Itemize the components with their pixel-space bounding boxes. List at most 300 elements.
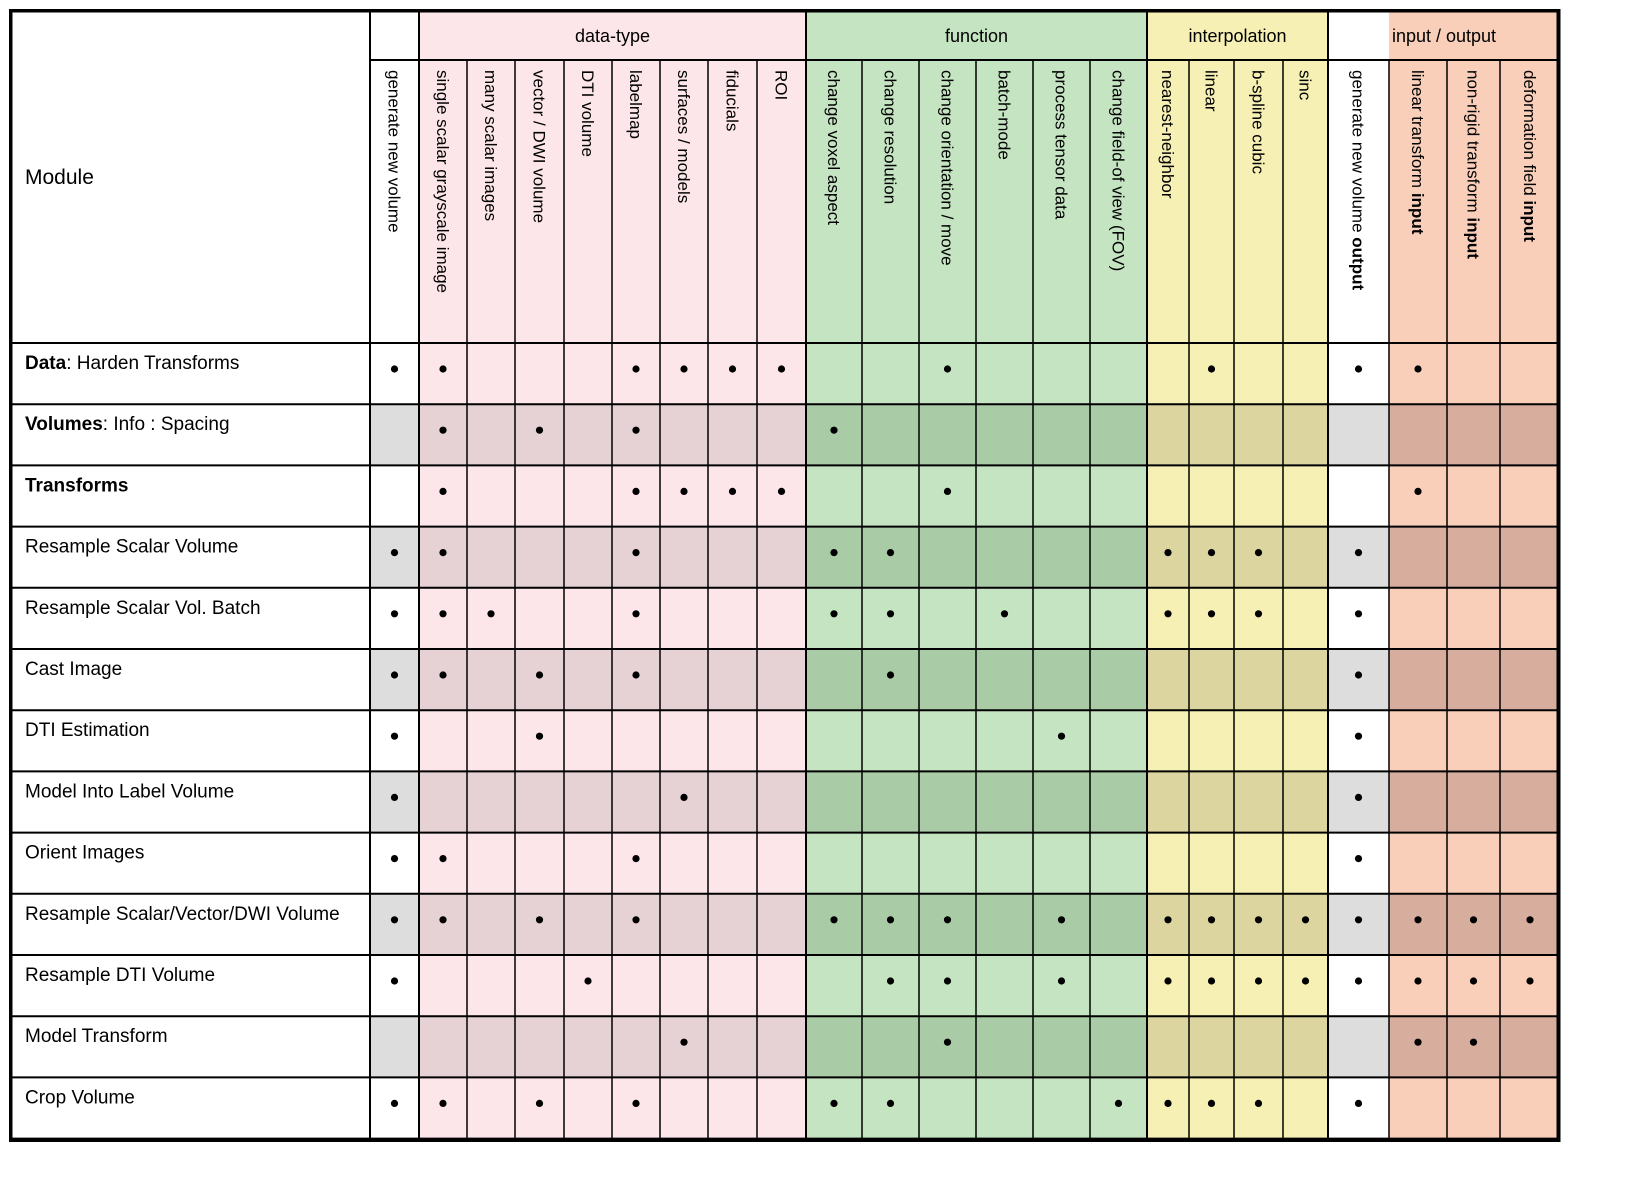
feature-dot (887, 1100, 894, 1107)
table-cell (419, 710, 467, 771)
table-cell (515, 343, 564, 404)
module-name-part: Model Into Label Volume (25, 781, 235, 803)
group-header-dtype: data-type (574, 26, 651, 46)
table-cell (976, 710, 1033, 771)
table-cell (612, 649, 660, 710)
table-cell (564, 404, 612, 465)
table-cell (806, 404, 862, 465)
table-cell (564, 771, 612, 832)
module-name (25, 1087, 135, 1108)
table-cell (757, 1077, 806, 1138)
table-cell (1234, 1016, 1283, 1077)
table-cell (757, 404, 806, 465)
module-name (25, 598, 261, 619)
feature-dot (439, 1100, 446, 1107)
column-header-label (626, 70, 645, 139)
feature-dot (1208, 610, 1215, 617)
column-header-label (1202, 70, 1221, 112)
table-cell (419, 649, 467, 710)
feature-dot (391, 794, 398, 801)
table-cell (1147, 404, 1189, 465)
table-cell (564, 710, 612, 771)
table-cell (1447, 1077, 1500, 1138)
table-cell (1389, 404, 1447, 465)
table-cell (806, 588, 862, 649)
table-cell (1389, 894, 1447, 955)
feature-dot (1001, 610, 1008, 617)
table-cell (515, 771, 564, 832)
table-cell (976, 894, 1033, 955)
table-cell (1234, 1077, 1283, 1138)
table-cell (976, 404, 1033, 465)
table-cell (1389, 1016, 1447, 1077)
table-cell (806, 343, 862, 404)
table-cell (1447, 404, 1500, 465)
feature-dot (1164, 977, 1171, 984)
table-cell (1033, 955, 1090, 1016)
table-cell (1189, 833, 1234, 894)
feature-dot (439, 365, 446, 372)
table-cell (976, 1077, 1033, 1138)
column-header-label-part: labelmap (626, 70, 645, 139)
table-cell (1447, 465, 1500, 526)
table-cell (612, 894, 660, 955)
column-header-label-part: fiducials (722, 70, 742, 132)
module-name (25, 965, 215, 986)
module-name-part: DTI Estimation (25, 720, 150, 742)
column-header-label (1464, 70, 1483, 259)
table-cell (467, 955, 515, 1016)
table-cell (564, 1016, 612, 1077)
column-header-label (481, 70, 500, 221)
feature-dot (1355, 610, 1362, 617)
feature-dot (1164, 549, 1171, 556)
table-cell (1090, 404, 1147, 465)
table-cell (1234, 588, 1283, 649)
table-cell (757, 465, 806, 526)
table-cell (919, 404, 976, 465)
column-header-label (1520, 70, 1539, 242)
table-cell (757, 833, 806, 894)
table-cell (1328, 649, 1389, 710)
table-cell (1147, 465, 1189, 526)
table-cell (708, 1016, 757, 1077)
feature-dot (1255, 1100, 1262, 1107)
column-header-label (1296, 70, 1315, 101)
feature-dot (1526, 916, 1533, 923)
table-cell (1189, 649, 1234, 710)
table-cell (1447, 588, 1500, 649)
module-name-part: Resample Scalar Vol. Batch (25, 597, 261, 619)
feature-dot (1302, 916, 1309, 923)
table-cell (1283, 465, 1328, 526)
table-cell (467, 771, 515, 832)
table-cell (1234, 527, 1283, 588)
table-cell (862, 527, 919, 588)
feature-dot (887, 549, 894, 556)
table-cell (708, 894, 757, 955)
feature-dot (632, 365, 639, 372)
table-cell (419, 343, 467, 404)
column-header-label (1249, 70, 1268, 174)
table-cell (976, 771, 1033, 832)
feature-dot (944, 916, 951, 923)
table-cell (1090, 771, 1147, 832)
table-cell (1234, 710, 1283, 771)
table-cell (708, 1077, 757, 1138)
table-cell (612, 588, 660, 649)
feature-dot (536, 733, 543, 740)
feature-dot (944, 365, 951, 372)
feature-dot (439, 610, 446, 617)
feature-dot (439, 488, 446, 495)
column-header-cell (1189, 12, 1234, 343)
feature-dot (680, 794, 687, 801)
module-name (25, 537, 238, 558)
table-cell (1283, 771, 1328, 832)
column-header-label-part: change orientation / move (937, 70, 957, 266)
column-header-label-part: process tensor data (1051, 70, 1071, 220)
module-name-part: Resample Scalar Volume (25, 536, 239, 558)
module-name (25, 414, 230, 435)
column-header-label (1109, 70, 1128, 271)
table-cell (370, 404, 419, 465)
table-cell (612, 771, 660, 832)
feature-dot (887, 610, 894, 617)
module-name-part: Cast Image (25, 659, 123, 680)
table-cell (862, 465, 919, 526)
column-header-label-part: surfaces / models (674, 70, 693, 204)
column-header-cell (976, 12, 1033, 343)
table-cell (660, 710, 708, 771)
column-header-label (723, 70, 742, 131)
column-header-label-part: nearest-neighbor (1158, 70, 1177, 199)
table-cell (1033, 1077, 1090, 1138)
table-cell (1033, 771, 1090, 832)
table-cell (862, 588, 919, 649)
table-cell (1500, 588, 1560, 649)
table-cell (370, 343, 419, 404)
feature-dot (1164, 1100, 1171, 1107)
table-cell (370, 1077, 419, 1138)
table-cell (806, 771, 862, 832)
table-cell (862, 771, 919, 832)
table-cell (1147, 1077, 1189, 1138)
feature-dot (830, 610, 837, 617)
column-header-label (938, 70, 957, 266)
column-header-label-part: single scalar grayscale image (433, 70, 452, 293)
column-header-label-part: input (1463, 217, 1483, 259)
column-header-label (578, 70, 597, 157)
feature-dot (1470, 1039, 1477, 1046)
module-name-part: Resample Scalar/Vector/DWI Volume (25, 903, 340, 925)
table-cell (806, 1077, 862, 1138)
table-cell (612, 1016, 660, 1077)
table-cell (612, 343, 660, 404)
column-header-label (1349, 70, 1368, 290)
feature-dot (1355, 733, 1362, 740)
module-name-part: : Harden Transforms (66, 353, 240, 374)
table-cell (1283, 404, 1328, 465)
table-cell (1447, 894, 1500, 955)
module-feature-matrix (9, 9, 1609, 1187)
feature-dot (391, 916, 398, 923)
column-header-label (1052, 70, 1071, 220)
table-cell (862, 1077, 919, 1138)
table-cell (757, 588, 806, 649)
table-cell (612, 404, 660, 465)
table-cell (370, 649, 419, 710)
column-header-label-part: change voxel aspect (824, 70, 843, 225)
feature-dot (1414, 977, 1421, 984)
table-cell (1189, 771, 1234, 832)
table-cell (976, 527, 1033, 588)
table-cell (1447, 833, 1500, 894)
feature-dot (729, 365, 736, 372)
table-cell (1389, 465, 1447, 526)
table-cell (1283, 649, 1328, 710)
column-header-label-part: deformation field (1520, 70, 1539, 201)
table-cell (1147, 1016, 1189, 1077)
table-cell (806, 955, 862, 1016)
feature-dot (391, 610, 398, 617)
feature-dot (1255, 977, 1262, 984)
feature-dot (1414, 1039, 1421, 1046)
table-cell (806, 833, 862, 894)
table-cell (806, 527, 862, 588)
table-cell (862, 343, 919, 404)
feature-dot (830, 427, 837, 434)
table-cell (1147, 343, 1189, 404)
table-cell (1090, 955, 1147, 1016)
table-cell (564, 465, 612, 526)
table-cell (370, 465, 419, 526)
table-cell (419, 527, 467, 588)
table-cell (862, 404, 919, 465)
table-cell (1234, 343, 1283, 404)
feature-dot (680, 488, 687, 495)
column-header-label-part: change resolution (880, 70, 900, 205)
table-cell (467, 1077, 515, 1138)
column-header-cell (564, 12, 612, 343)
table-cell (1033, 894, 1090, 955)
group-header-interp: interpolation (1188, 26, 1287, 46)
table-cell (1033, 833, 1090, 894)
table-cell (757, 1016, 806, 1077)
table-cell (1500, 465, 1560, 526)
table-cell (1090, 588, 1147, 649)
table-cell (419, 771, 467, 832)
feature-dot (439, 671, 446, 678)
column-header-cell (1283, 12, 1328, 343)
feature-dot (1208, 365, 1215, 372)
table-cell (467, 527, 515, 588)
table-cell (1328, 771, 1389, 832)
table-cell (1328, 465, 1389, 526)
table-cell (1328, 527, 1389, 588)
table-cell (1389, 710, 1447, 771)
feature-dot (391, 1100, 398, 1107)
table-cell (1090, 527, 1147, 588)
column-header-label (824, 70, 843, 225)
table-cell (1283, 1077, 1328, 1138)
table-cell (862, 894, 919, 955)
table-cell (806, 710, 862, 771)
table-cell (660, 1077, 708, 1138)
table-cell (564, 527, 612, 588)
column-header-label-part: generate new volume (384, 70, 404, 233)
column-header-label-part: linear transform (1408, 70, 1427, 193)
module-name-part: Transforms (25, 475, 129, 497)
feature-dot (680, 365, 687, 372)
table-cell (515, 649, 564, 710)
table-cell (1189, 588, 1234, 649)
table-cell (467, 343, 515, 404)
feature-dot (1526, 977, 1533, 984)
table-cell (467, 649, 515, 710)
feature-dot (830, 1100, 837, 1107)
feature-dot (944, 1039, 951, 1046)
table-cell (1389, 527, 1447, 588)
table-cell (515, 1016, 564, 1077)
table-cell (419, 404, 467, 465)
column-header-label-part: vector / DWI volume (529, 70, 549, 224)
feature-dot (439, 549, 446, 556)
table-cell (1283, 833, 1328, 894)
module-name-part: Model Transform (25, 1026, 168, 1048)
table-cell (1500, 1016, 1560, 1077)
table-cell (1147, 955, 1189, 1016)
table-cell (370, 588, 419, 649)
module-name (25, 781, 234, 802)
column-header-label-part: DTI volume (578, 70, 597, 157)
table-cell (1447, 649, 1500, 710)
table-cell (1447, 527, 1500, 588)
table-cell (708, 710, 757, 771)
table-cell (1234, 955, 1283, 1016)
table-cell (564, 649, 612, 710)
table-cell (419, 1016, 467, 1077)
module-name-part: : Info : Spacing (102, 414, 230, 436)
feature-dot (1164, 916, 1171, 923)
table-cell (564, 588, 612, 649)
table-cell (1447, 710, 1500, 771)
feature-dot (632, 1100, 639, 1107)
feature-dot (1255, 610, 1262, 617)
table-cell (1147, 649, 1189, 710)
feature-dot (536, 916, 543, 923)
column-header-label (995, 70, 1014, 160)
table-cell (564, 343, 612, 404)
table-cell (757, 710, 806, 771)
table-cell (1147, 588, 1189, 649)
table-cell (564, 894, 612, 955)
table-cell (1033, 404, 1090, 465)
feature-dot (1355, 549, 1362, 556)
table-cell (1090, 710, 1147, 771)
table-cell (708, 649, 757, 710)
column-header-label-part: generate new volume (1348, 70, 1368, 238)
column-header-label (674, 70, 693, 203)
table-cell (370, 833, 419, 894)
table-cell (1328, 833, 1389, 894)
module-name (25, 353, 239, 374)
feature-dot (1355, 365, 1362, 372)
feature-dot (830, 916, 837, 923)
table-cell (757, 894, 806, 955)
column-header-label-part: non-rigid transform (1463, 70, 1483, 218)
table-cell (370, 1016, 419, 1077)
column-header-label-part: ROI (771, 70, 791, 101)
feature-dot (1355, 794, 1362, 801)
table-cell (1389, 1077, 1447, 1138)
feature-dot (632, 916, 639, 923)
table-cell (862, 1016, 919, 1077)
table-cell (612, 527, 660, 588)
feature-dot (439, 427, 446, 434)
table-cell (919, 1016, 976, 1077)
feature-dot (1355, 855, 1362, 862)
table-cell (1500, 1077, 1560, 1138)
table-cell (1283, 343, 1328, 404)
table-cell (1147, 710, 1189, 771)
table-cell (370, 955, 419, 1016)
table-cell (515, 465, 564, 526)
table-cell (467, 465, 515, 526)
table-cell (1500, 710, 1560, 771)
table-cell (370, 527, 419, 588)
module-name (25, 904, 340, 925)
table-cell (919, 955, 976, 1016)
table-cell (1328, 1016, 1389, 1077)
table-cell (976, 833, 1033, 894)
module-name (25, 1026, 168, 1047)
table-cell (660, 649, 708, 710)
table-cell (1328, 710, 1389, 771)
table-cell (806, 465, 862, 526)
table-cell (1189, 527, 1234, 588)
table-cell (1500, 527, 1560, 588)
table-cell (1500, 833, 1560, 894)
feature-dot (1208, 549, 1215, 556)
table-cell (467, 894, 515, 955)
table-cell (419, 588, 467, 649)
table-cell (467, 588, 515, 649)
table-cell (467, 1016, 515, 1077)
table-cell (370, 894, 419, 955)
table-cell (1090, 833, 1147, 894)
table-cell (862, 955, 919, 1016)
table-cell (419, 465, 467, 526)
table-cell (1189, 404, 1234, 465)
table-cell (919, 649, 976, 710)
table-cell (1033, 1016, 1090, 1077)
feature-dot (1255, 549, 1262, 556)
table-cell (919, 894, 976, 955)
table-cell (919, 1077, 976, 1138)
feature-dot (536, 1100, 543, 1107)
table-cell (1328, 1077, 1389, 1138)
table-cell (1090, 343, 1147, 404)
table-cell (1234, 649, 1283, 710)
feature-dot (887, 671, 894, 678)
table-cell (1389, 771, 1447, 832)
table-cell (757, 955, 806, 1016)
feature-dot (1208, 1100, 1215, 1107)
feature-dot (632, 610, 639, 617)
feature-dot (1355, 916, 1362, 923)
feature-dot (1115, 1100, 1122, 1107)
